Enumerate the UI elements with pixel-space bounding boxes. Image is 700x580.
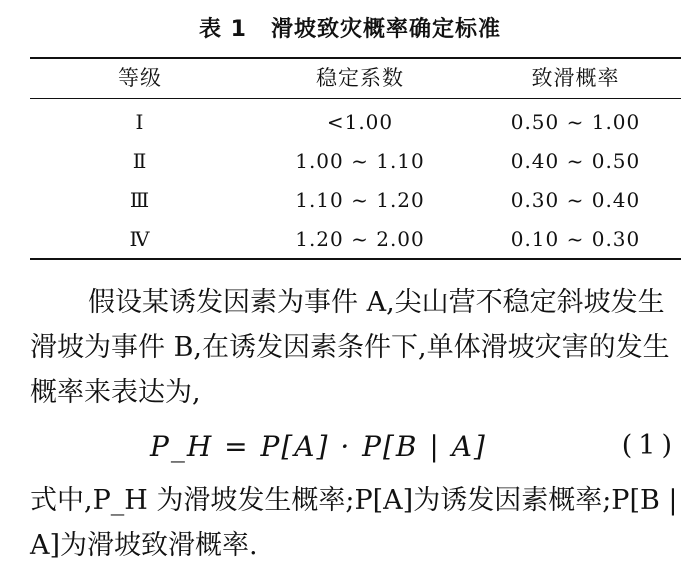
equation-number: (1) bbox=[621, 430, 678, 461]
table-cell: 1.00 ~ 1.10 bbox=[295, 149, 425, 173]
table-cell: 1.10 ~ 1.20 bbox=[295, 188, 425, 212]
body-paragraph: 假设某诱发因素为事件 A,尖山营不稳定斜坡发生滑坡为事件 B,在诱发因素条件下,单体滑坡灾害的发生概率来表达为, bbox=[30, 287, 670, 408]
table-cell: Ⅰ bbox=[135, 110, 145, 134]
table-header-rule bbox=[30, 98, 681, 99]
table-title: 滑坡致灾概率确定标准 bbox=[270, 17, 501, 42]
table-cell: Ⅲ bbox=[129, 188, 151, 212]
table-label: 表 1 bbox=[199, 17, 247, 42]
table-bottom-rule bbox=[30, 258, 681, 260]
table-caption bbox=[0, 12, 700, 43]
table-cell: 0.50 ~ 1.00 bbox=[510, 110, 641, 134]
table-cell: <1.00 bbox=[326, 110, 394, 134]
header-grade: 等级 bbox=[118, 66, 162, 90]
table-top-rule bbox=[30, 57, 681, 59]
table-cell: 0.30 ~ 0.40 bbox=[510, 188, 641, 212]
table-cell: 0.40 ~ 0.50 bbox=[510, 149, 641, 173]
table-cell: 1.20 ~ 2.00 bbox=[295, 227, 425, 251]
table-cell: Ⅱ bbox=[132, 149, 148, 173]
header-stability-coefficient: 稳定系数 bbox=[316, 66, 404, 90]
table-cell: Ⅳ bbox=[129, 227, 151, 251]
table-cell: 0.10 ~ 0.30 bbox=[510, 227, 641, 251]
equation: P_H = P[A] · P[B | A] bbox=[150, 430, 487, 463]
equation-explanation: 式中,P_H 为滑坡发生概率;P[A]为诱发因素概率;P[B | A]为滑坡致滑概率. bbox=[30, 485, 678, 561]
header-slide-probability: 致滑概率 bbox=[531, 66, 620, 90]
